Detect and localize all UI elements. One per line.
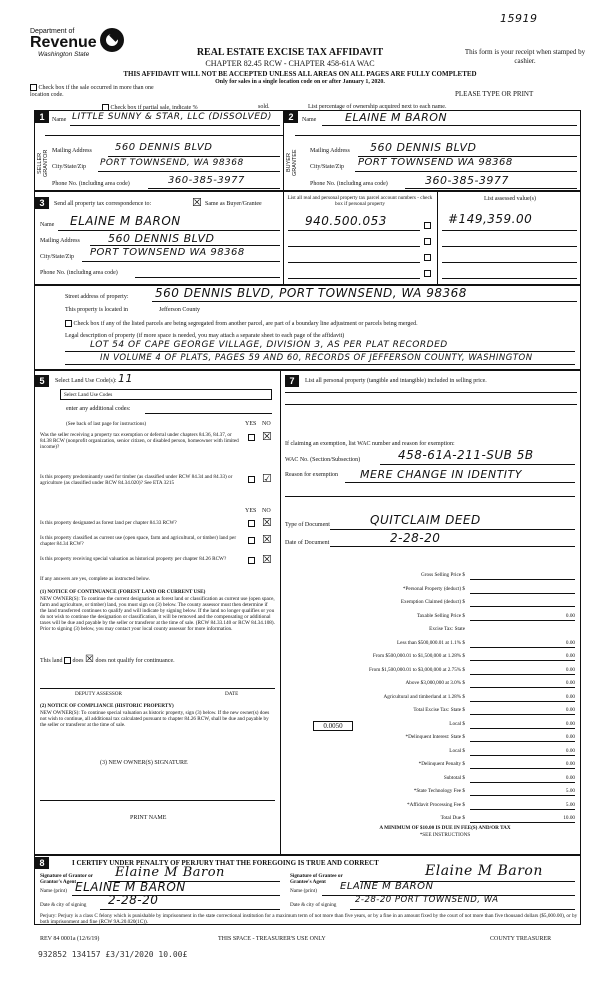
tax-row-value[interactable]: 5.00 — [565, 788, 575, 794]
date-city-label-2: Date & city of signing — [290, 902, 337, 908]
q2-yes-checkbox[interactable] — [248, 476, 255, 483]
tax-row-value[interactable]: 0.00 — [565, 612, 575, 619]
select-land-label: Select Land Use Code(s): — [55, 378, 117, 384]
tax-row-value[interactable]: 0.00 — [565, 680, 575, 686]
county-treasurer: COUNTY TREASURER — [490, 936, 552, 942]
minimum-note: A MINIMUM OF $10.00 IS DUE IN FEE(S) AND/OR TAX — [379, 825, 511, 831]
date-label: DATE — [225, 691, 239, 697]
question-3: Is this property designated as forest land per chapter 84.33 RCW? — [40, 520, 177, 526]
reason-value[interactable]: MERE CHANGE IN IDENTITY — [360, 468, 522, 481]
multi-location-row — [30, 84, 160, 99]
this-land-row — [40, 656, 175, 665]
tax-row-label: Total Due $ — [440, 815, 465, 821]
tax-row-label: Local $ — [449, 720, 465, 727]
compliance-body: NEW OWNER(S): To continue special valuation as historic property, sign (3) below. If the new owner(s) does not wish to continue, all additional tax calculated pursuant to chapter 84.26 RCW, shall be due and payable by the seller or transferor at the time of sale. — [40, 710, 270, 728]
exemption-claim-label: If claiming an exemption, list WAC number and reason for exemption: — [285, 441, 455, 447]
tax-row-label: Above $3,000,000 at 3.0% $ — [405, 680, 465, 686]
doc-date-label: Date of Document — [285, 540, 330, 546]
q4-no-checkbox[interactable]: ☒ — [262, 534, 272, 546]
s3-name-label: Name — [40, 222, 55, 228]
reason-label: Reason for exemption — [285, 472, 338, 478]
sig-grantor[interactable]: Elaine M Baron — [115, 865, 225, 880]
tax-row-value[interactable]: 0.00 — [565, 761, 575, 767]
parcel-3-checkbox[interactable] — [424, 254, 431, 261]
tax-row-label: Less than $500,000.01 at 1.1% $ — [396, 639, 465, 646]
buyer-name[interactable]: ELAINE M BARON — [345, 111, 448, 124]
buyer-label: BUYER GRANTEE — [286, 149, 298, 177]
tax-row-value[interactable]: 0.00 — [565, 774, 575, 781]
see-back-label: (See back of last page for instructions) — [66, 421, 147, 427]
buyer-mail[interactable]: 560 DENNIS BLVD — [370, 141, 477, 154]
q2-no-checkbox[interactable]: ☑ — [262, 473, 272, 485]
buyer-phone[interactable]: 360-385-3977 — [425, 174, 509, 187]
revenue-logo — [30, 28, 97, 58]
doc-type-value[interactable]: QUITCLAIM DEED — [370, 513, 481, 527]
date-city-grantee[interactable]: 2-28-20 PORT TOWNSEND, WA — [355, 895, 499, 905]
tax-row-label: *Affidavit Processing Fee $ — [407, 801, 465, 808]
question-1: Was the seller receiving a property tax exemption or deferral under chapters 84.36, 84.37, or 84.38 RCW (nonprofit organization, senior citizen, or disabled person, homeowner with limited income)? — [40, 432, 239, 450]
date-city-label-1: Date & city of signing — [40, 902, 87, 908]
buyer-mail-label: Mailing Address — [310, 148, 350, 154]
wac-label: WAC No. (Section/Subsection) — [285, 457, 361, 463]
seller-city[interactable]: PORT TOWNSEND, WA 98368 — [100, 158, 244, 168]
tax-row-value[interactable]: 10.00 — [563, 815, 575, 821]
segregated-row — [65, 320, 418, 328]
q3-yes-checkbox[interactable] — [248, 520, 255, 527]
type-or-print: PLEASE TYPE OR PRINT — [455, 90, 534, 98]
seller-city-label: City/State/Zip — [52, 164, 86, 170]
dept-label: Department of — [30, 28, 75, 35]
multi-location-label: Check box if the sale occurred in more than one location code. — [30, 84, 154, 98]
doc-type-label: Type of Document — [285, 522, 330, 528]
segregated-checkbox[interactable] — [65, 320, 72, 327]
continuance-title: (1) NOTICE OF CONTINUANCE (FOREST LAND OR CURRENT USE) — [40, 589, 206, 595]
additional-codes-label: enter any additional codes: — [66, 406, 131, 412]
tax-row-value[interactable]: 0.00 — [565, 693, 575, 700]
see-instructions: *SEE INSTRUCTIONS — [419, 832, 471, 838]
tax-row-label: Agricultural and timberland at 1.28% $ — [383, 693, 465, 700]
q4-yes-checkbox[interactable] — [248, 537, 255, 544]
personal-property-label: List all personal property (tangible and intangible) included in selling price. — [305, 378, 487, 384]
yes-label-2: YES — [245, 508, 257, 514]
question-5: Is this property receiving special valuation as historical property per chapter 84.26 RCW? — [40, 556, 227, 562]
buyer-city[interactable]: PORT TOWNSEND WA 98368 — [358, 157, 513, 168]
assessed-header: List assessed value(s) — [484, 196, 536, 202]
tax-row-label: *Delinquent Interest: State $ — [405, 734, 465, 740]
seller-name-label: Name — [52, 117, 67, 123]
seller-phone-label: Phone No. (including area code) — [52, 181, 130, 187]
form-warning: THIS AFFIDAVIT WILL NOT BE ACCEPTED UNLESS ALL AREAS ON ALL PAGES ARE FULLY COMPLETED — [123, 70, 477, 78]
sold-label: sold. — [258, 104, 270, 110]
q5-no-checkbox[interactable]: ☒ — [262, 554, 272, 566]
tax-row-label: Subtotal $ — [443, 774, 465, 781]
receipt-note: This form is your receipt when stamped by cashier. — [464, 48, 586, 65]
local-rate-box[interactable]: 0.0050 — [313, 721, 353, 731]
tax-row-label: *Personal Property (deduct) $ — [402, 585, 465, 592]
partial-sale-label: Check box if partial sale, indicate % — [110, 104, 198, 111]
same-as-label: Same as Buyer/Grantee — [205, 201, 262, 207]
question-2: Is this property predominantly used for timber (as classified under RCW 84.34 and 84.33) or agriculture (as classified under RCW 84.34.020)? See ETA 3215 — [40, 474, 233, 486]
segregated-label: Check box if any of the listed parcels are being segregated from another parcel, are part of a boundary line adjustment or parcels being merged. — [73, 320, 418, 327]
tax-row-label: Local $ — [449, 747, 465, 754]
tax-row-label: From $500,000.01 to $1,500,000 at 1.28% $ — [372, 653, 465, 659]
tax-row-label: Exemption Claimed (deduct) $ — [400, 599, 465, 605]
ownership-note: List percentage of ownership acquired next to each name. — [308, 104, 447, 110]
tax-row-value[interactable]: 5.00 — [565, 801, 575, 808]
seller-name[interactable]: LITTLE SUNNY & STAR, LLC (DISSOLVED) — [72, 112, 272, 122]
revenue-logo-icon — [100, 28, 124, 52]
s3-city-label: City/State/Zip — [40, 254, 74, 260]
land-does-not-checkbox[interactable]: ☒ — [85, 654, 94, 665]
name-print-grantor[interactable]: ELAINE M BARON — [75, 880, 186, 894]
tax-row-label: Gross Selling Price $ — [421, 572, 465, 578]
q1-no-checkbox[interactable]: ☒ — [262, 431, 272, 443]
doc-date-value[interactable]: 2-28-20 — [390, 531, 441, 545]
revenue-label: Revenue — [30, 34, 97, 51]
tax-row-label: Excise Tax: State — [429, 626, 465, 632]
tax-row-label: *Delinquent Penalty $ — [418, 761, 465, 767]
land-use-select-label: Select Land Use Codes — [64, 392, 113, 398]
section-5-number: 5 — [35, 375, 49, 387]
q1-yes-checkbox[interactable] — [248, 434, 255, 441]
s3-mail[interactable]: 560 DENNIS BLVD — [108, 232, 215, 245]
compliance-title: (2) NOTICE OF COMPLIANCE (HISTORIC PROPERTY) — [40, 703, 174, 709]
name-print-grantee[interactable]: ELAINE M BARON — [340, 881, 434, 892]
wac-value[interactable]: 458-61A-211-SUB 5B — [398, 448, 534, 462]
assessed-value[interactable]: #149,359.00 — [448, 212, 533, 226]
treasurer-space: THIS SPACE - TREASURER'S USE ONLY — [218, 936, 326, 942]
does-label: does — [72, 658, 84, 664]
seller-mail[interactable]: 560 DENNIS BLVD — [115, 142, 213, 153]
s3-city[interactable]: PORT TOWNSEND WA 98368 — [90, 247, 245, 258]
s3-phone-label: Phone No. (including area code) — [40, 270, 118, 276]
tax-row-value[interactable]: 0.00 — [565, 639, 575, 646]
buyer-phone-label: Phone No. (including area code) — [310, 181, 388, 187]
date-city-grantor[interactable]: 2-28-20 — [108, 893, 159, 907]
land-does-checkbox[interactable] — [64, 657, 71, 664]
does-not-label: does not qualify for continuance. — [95, 658, 175, 664]
section-2-number: 2 — [284, 111, 298, 123]
parcel-1-checkbox[interactable] — [424, 222, 431, 229]
continuance-body: NEW OWNER(S): To continue the current designation as forest land or classification as current use (open space, farm and agriculture, or timber) land, you must sign on (3) below. The county assessor must then determine if the land transferred continues to qualify and will indicate by signing below. If the land no longer qualifies or you do not wish to continue the designation or classification, it will be removed and the compensating or additional taxes will be due and payable by the seller or transferor at the time of sale. (RCW 84.33.140 or RCW 84.34.108). Prior to signing (3) below, you may contact your local county assessor for more information. — [40, 596, 275, 632]
same-as-checkmark-icon[interactable]: ☒ — [192, 196, 203, 209]
tax-row-value[interactable]: 0.00 — [565, 666, 575, 673]
state-label: Washington State — [38, 51, 90, 58]
buyer-city-label: City/State/Zip — [310, 164, 344, 170]
multi-location-checkbox[interactable] — [30, 84, 37, 91]
no-label-1: NO — [262, 421, 271, 427]
sig-grantor-label: Signature of Grantor or Grantor's Agent — [40, 873, 93, 885]
legal-label: Legal description of property (if more space is needed, you may attach a separate sheet to each page of the affidavit) — [65, 333, 345, 339]
perjury-notice: Perjury: Perjury is a class C felony which is punishable by imprisonment in the state correctional institution for a maximum term of not more than five years, or by a fine in an amount fixed by the court of not more than five thousand dollars ($5,000.00), or by both imprisonment and fine (RCW 9A.20.020(1C)). — [40, 913, 578, 925]
send-correspondence-label: Send all property tax correspondence to: — [54, 201, 152, 207]
section-3-number: 3 — [35, 197, 49, 209]
tax-row-label: From $1,500,000.01 to $3,000,000 at 2.75% $ — [369, 666, 465, 673]
q5-yes-checkbox[interactable] — [248, 557, 255, 564]
street-label: Street address of property: — [65, 294, 129, 300]
stamp-number: 15919 — [500, 12, 538, 25]
name-print-label-2: Name (print) — [290, 888, 317, 894]
yes-label-1: YES — [245, 421, 257, 427]
question-4: Is this property classified as current use (open space, farm and agricultural, or timber) land per chapter 84.34 RCW? — [40, 535, 237, 547]
parcel-2-checkbox[interactable] — [424, 238, 431, 245]
form-chapter: CHAPTER 82.45 RCW - CHAPTER 458-61A WAC — [205, 59, 375, 68]
buyer-name-label: Name — [302, 117, 317, 123]
section-7-number: 7 — [285, 375, 299, 387]
tax-row-value[interactable]: 0.00 — [565, 747, 575, 754]
seller-phone[interactable]: 360-385-3977 — [168, 175, 245, 186]
q3-no-checkbox[interactable]: ☒ — [262, 517, 272, 529]
parcel-header: List all real and personal property tax parcel account numbers - check box if personal property — [287, 195, 433, 207]
certify-statement: I CERTIFY UNDER PENALTY OF PERJURY THAT THE FOREGOING IS TRUE AND CORRECT — [72, 859, 379, 867]
land-use-select[interactable] — [60, 389, 272, 400]
form-title: REAL ESTATE EXCISE TAX AFFIDAVIT — [196, 47, 384, 58]
deputy-label: DEPUTY ASSESSOR — [75, 691, 122, 697]
if-yes-note: If any answers are yes, complete as instructed below. — [40, 576, 151, 582]
parcel-4-checkbox[interactable] — [424, 270, 431, 277]
sig-grantee-label: Signature of Grantee or Grantee's Agent — [290, 873, 343, 885]
tax-row-label: Taxable Selling Price $ — [416, 612, 465, 619]
no-label-2: NO — [262, 508, 271, 514]
tax-row-value[interactable]: 0.00 — [565, 653, 575, 659]
tax-row-value[interactable]: 0.00 — [565, 707, 575, 713]
name-print-label-1: Name (print) — [40, 888, 67, 894]
tax-row-value[interactable]: 0.00 — [565, 720, 575, 727]
s3-mail-label: Mailing Address — [40, 238, 80, 244]
legal-line-2[interactable]: IN VOLUME 4 OF PLATS, PAGES 59 AND 60, RECORDS OF JEFFERSON COUNTY, WASHINGTON — [100, 353, 533, 363]
tax-row-label: Total Excise Tax: State $ — [413, 707, 465, 713]
county-value: Jefferson County — [159, 307, 201, 313]
rev-number: REV 84 0001a (12/6/19) — [40, 936, 100, 942]
tax-row-label: *State Technology Fee $ — [413, 788, 465, 794]
parcel-number[interactable]: 940.500.053 — [305, 214, 387, 228]
section-1-number: 1 — [35, 111, 49, 123]
seller-label: SELLER GRANTOR — [37, 149, 49, 177]
legal-line-1[interactable]: LOT 54 OF CAPE GEORGE VILLAGE, DIVISION 3, AS PER PLAT RECORDED — [90, 340, 448, 350]
land-use-code[interactable]: 11 — [118, 372, 133, 385]
located-label: This property is located in — [65, 307, 128, 313]
tax-row-value[interactable]: 0.00 — [565, 734, 575, 740]
sig-grantee[interactable]: Elaine M Baron — [425, 863, 543, 879]
seller-mail-label: Mailing Address — [52, 148, 92, 154]
s3-name[interactable]: ELAINE M BARON — [70, 214, 181, 228]
only-for-note: Only for sales in a single location code on or after January 1, 2020. — [215, 79, 385, 85]
receipt-line: 932852 134157 £3/31/2020 10.00£ — [38, 950, 188, 959]
this-land-label: This land — [40, 658, 63, 664]
street-address[interactable]: 560 DENNIS BLVD, PORT TOWNSEND, WA 98368 — [155, 286, 467, 300]
section-8-number: 8 — [35, 857, 49, 869]
print-name-label: PRINT NAME — [130, 815, 167, 821]
new-owner-sig-label: (3) NEW OWNER(S) SIGNATURE — [100, 760, 188, 766]
